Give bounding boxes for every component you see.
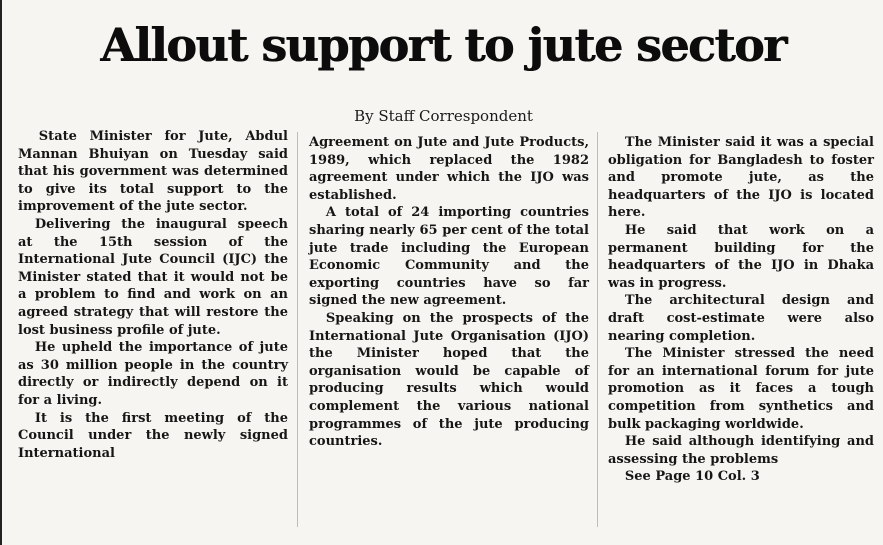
paragraph: The Minister stressed the need for an international forum for jute promotion as it faces a tough competition from synthetics and bulk packaging worldwide. <box>608 346 874 432</box>
paragraph: A total of 24 importing countries sharing nearly 65 per cent of the total jute trade including the European Economic Community and the exporting countries have so far signed the new agreement. <box>309 205 589 309</box>
paragraph: State Minister for Jute, Abdul Mannan Bhuiyan on Tuesday said that his government was determined to give its total support to the improvement of the jute sector. <box>18 129 288 215</box>
column-divider <box>297 132 298 527</box>
byline: By Staff Correspondent <box>354 107 533 125</box>
article-column-2 <box>309 134 589 531</box>
paragraph: He said although identifying and assessing the problems <box>608 434 874 467</box>
column-divider <box>597 132 598 527</box>
paragraph: Agreement on Jute and Jute Products, 1989, which replaced the 1982 agreement under which the IJO was established. <box>309 135 589 203</box>
cropped-text-strip <box>550 0 790 8</box>
article-column-1 <box>18 128 288 531</box>
paragraph: He said that work on a permanent building for the headquarters of the IJO in Dhaka was in progress. <box>608 222 874 291</box>
paragraph: The Minister said it was a special obligation for Bangladesh to foster and promote jute, as the headquarters of the IJO is located here. <box>608 135 874 221</box>
paragraph: Speaking on the prospects of the International Jute Organisation (IJO) the Minister hoped that the organisation would be capable of producing results which would complement the various national programmes of the jute producing countries. <box>309 310 589 450</box>
headline: Allout support to jute sector <box>100 18 786 72</box>
paragraph: Delivering the inaugural speech at the 15th session of the International Jute Council (IJC) the Minister stated that it would not be a problem to find and work on an agreed strategy that will restore the lost business profile of jute. <box>18 216 288 338</box>
article-column-3 <box>608 134 874 531</box>
paragraph: The architectural design and draft cost-estimate were also nearing completion. <box>608 293 874 344</box>
continuation-jump-line: See Page 10 Col. 3 <box>624 469 760 485</box>
paragraph: He upheld the importance of jute as 30 million people in the country directly or indirectly depend on it for a living. <box>18 340 288 408</box>
paragraph: It is the first meeting of the Council under the newly signed International <box>18 410 288 461</box>
